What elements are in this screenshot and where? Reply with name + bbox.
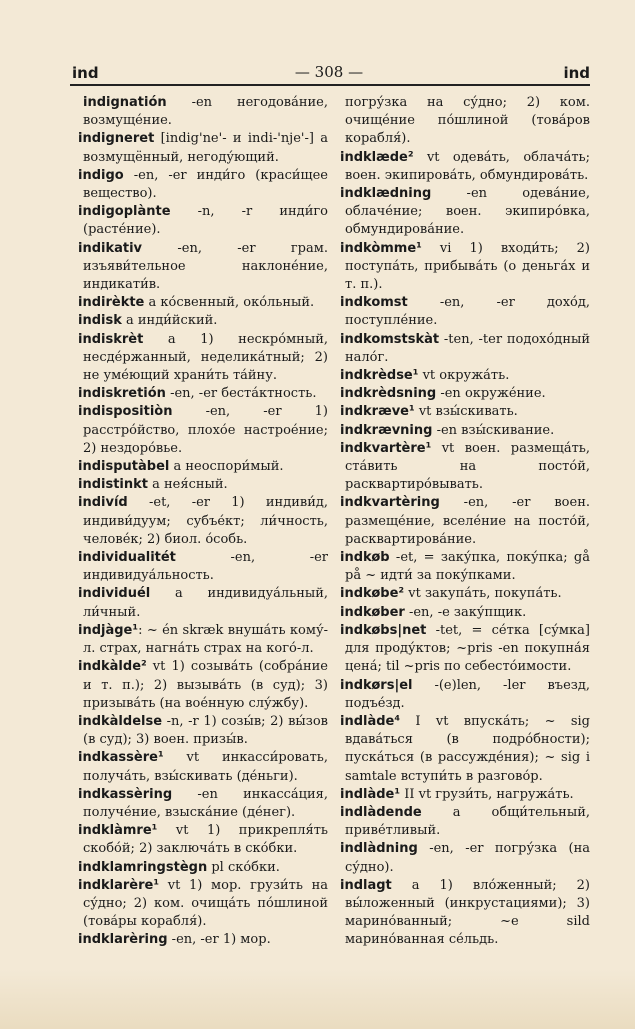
entry-headword: indisputàbel <box>78 459 170 475</box>
dictionary-entry <box>340 677 590 713</box>
dictionary-entry <box>340 331 590 367</box>
header-left-guide-word: ind <box>72 64 99 82</box>
entry-headword: indisk <box>78 313 122 329</box>
entry-headword: indkàldelse <box>78 713 163 729</box>
dictionary-entry <box>340 422 590 440</box>
dictionary-entry <box>78 658 328 713</box>
dictionary-entry <box>78 167 328 203</box>
dictionary-entry <box>340 403 590 421</box>
entry-headword: indkøbs|net <box>340 622 427 638</box>
page-bottom-shade <box>0 969 635 1029</box>
entry-headword: indjàge¹ <box>78 622 139 638</box>
dictionary-entry <box>78 130 328 166</box>
entry-definition: а неоспори́мый. <box>169 459 284 475</box>
dictionary-entry <box>78 749 328 785</box>
dictionary-entry <box>340 240 590 295</box>
entry-headword: individualitét <box>78 550 176 566</box>
dictionary-entry <box>78 859 328 877</box>
entry-headword: indkomst <box>340 295 408 311</box>
entry-headword: indkvartèring <box>340 495 440 511</box>
dictionary-entry <box>78 458 328 476</box>
dictionary-entry <box>78 877 328 932</box>
entry-definition: а инди́йский. <box>121 313 218 329</box>
entry-definition: : ~ én skræk внуша́ть кому́-л. страх, нагна́ть страх на кого́-л. <box>83 622 328 657</box>
entry-definition: -ten, -ter подохо́дный нало́г. <box>345 331 590 365</box>
entry-definition: а ко́свенный, око́льный. <box>144 295 315 311</box>
entry-definition: -en, -er беста́ктность. <box>165 386 317 402</box>
dictionary-entry <box>340 385 590 403</box>
entry-definition: vt 1) мор. грузи́ть на су́дно; 2) ком. очища́ть по́шлиной (това́ры корабля́). <box>83 877 328 930</box>
entry-definition: а 1) вло́женный; 2) вы́ложенный (инкрустациями); 3) марино́ванный; ~e sild марино́ванная се́льдь. <box>345 877 590 948</box>
entry-definition: vt воен. размеща́ть, ста́вить на посто́й, расквартиро́вывать. <box>345 440 590 493</box>
entry-headword: indklarère¹ <box>78 877 160 893</box>
entry-definition: -en, -er грам. изъяви́тельное наклоне́ние, индикати́в. <box>83 240 328 293</box>
entry-definition: -n, -r инди́го (расте́ние). <box>83 204 328 238</box>
dictionary-entry <box>78 94 328 130</box>
entry-headword: indlàdende <box>340 804 422 820</box>
entry-headword: indklamringstègn <box>78 859 208 875</box>
dictionary-entry <box>78 240 328 295</box>
entry-headword: indiskretión <box>78 386 166 402</box>
dictionary-entry <box>78 294 328 312</box>
entry-headword: indkòmme¹ <box>340 240 422 256</box>
dictionary-entry <box>78 403 328 458</box>
entry-definition: -en одева́ние, облаче́ние; воен. экипиро́вка, обмундирова́ние. <box>345 186 590 238</box>
entry-definition: -en взы́скивание. <box>432 422 555 438</box>
dictionary-entry <box>340 294 590 330</box>
entry-definition: а нея́сный. <box>148 477 228 493</box>
entry-definition: vt взы́скивать. <box>414 404 518 420</box>
entry-headword: indkassère¹ <box>78 750 164 766</box>
dictionary-entry <box>78 931 328 949</box>
entry-headword: indkøber <box>340 604 405 620</box>
entry-headword: indkrèdsning <box>340 386 437 402</box>
entry-headword: indklædning <box>340 186 432 202</box>
dictionary-entry <box>340 840 590 876</box>
entry-headword: indirèkte <box>78 295 145 311</box>
dictionary-entry <box>340 494 590 549</box>
entry-definition: [indig'ne'- и indi-'nje'-] а возмущённый, негоду́ющий. <box>83 131 328 165</box>
entry-definition: I vt впуска́ть; ~ sig вдава́ться (в подро́бности); пуска́ться (в рассужде́ния); ~ sig i samtale вступи́ть в разгово́р. <box>345 713 590 784</box>
left-column <box>78 94 328 950</box>
entry-headword: indkræve¹ <box>340 404 415 420</box>
entry-headword: indkàlde² <box>78 659 147 675</box>
dictionary-entry <box>340 149 590 185</box>
entry-definition: -n, -r 1) созы́в; 2) вы́зов (в суд); 3) воен. призы́в. <box>83 713 328 748</box>
entry-headword: indklæde² <box>340 149 414 165</box>
dictionary-entry <box>78 713 328 749</box>
dictionary-entry <box>340 549 590 585</box>
entry-definition: -et, -er 1) индиви́д, индиви́дуум; субъе́кт; ли́чность, челове́к; 2) биол. о́собь. <box>83 495 328 547</box>
entry-definition: vt окружа́ть. <box>418 368 510 384</box>
entry-definition: -en негодова́ние, возмуще́ние. <box>83 95 328 129</box>
entry-headword: indigneret <box>78 131 155 147</box>
dictionary-entry <box>340 585 590 603</box>
entry-headword: indikativ <box>78 240 143 256</box>
entry-definition: -en инкасса́ция, получе́ние, взыска́ние (де́нег). <box>83 786 328 820</box>
dictionary-entry <box>78 331 328 386</box>
dictionary-entry <box>78 822 328 858</box>
entry-definition: погру́зка на су́дно; 2) ком. очище́ние по́шлиной (това́ров корабля́). <box>345 95 590 147</box>
dictionary-entry <box>340 94 590 149</box>
entry-definition: vt 1) прикрепля́ть скобо́й; 2) заключа́ть в ско́бки. <box>83 823 328 857</box>
entry-definition: -en окруже́ние. <box>436 386 546 402</box>
dictionary-entry <box>340 185 590 240</box>
dictionary-entry <box>78 549 328 585</box>
dictionary-entry <box>78 476 328 494</box>
entry-definition: -en, -er погру́зка (на су́дно). <box>345 841 590 875</box>
entry-headword: indlàde⁴ <box>340 713 401 729</box>
dictionary-entry <box>340 786 590 804</box>
entry-definition: vt одева́ть, облача́ть; воен. экипирова́ть, обмундирова́ть. <box>345 149 590 183</box>
entry-definition: vt 1) созыва́ть (собра́ние и т. п.); 2) вызыва́ть (в суд); 3) призыва́ть (на вое́нную слу́жбу). <box>83 659 328 711</box>
entry-headword: indklarèring <box>78 932 168 948</box>
entry-definition: -(e)len, -ler въезд, подъе́зд. <box>345 677 590 711</box>
right-column <box>340 94 590 950</box>
dictionary-entry <box>78 312 328 330</box>
entry-definition: -et, = заку́пка, поку́пка; gå på ~ идти́ за поку́пками. <box>345 550 590 584</box>
dictionary-entry <box>78 622 328 658</box>
dictionary-entry <box>78 786 328 822</box>
entry-headword: indlàde¹ <box>340 786 401 802</box>
entry-headword: indlàdning <box>340 841 418 857</box>
header-rule <box>70 84 590 86</box>
entry-definition: vt инкасси́ровать, получа́ть, взы́скивать (де́ньги). <box>83 750 328 784</box>
entry-definition: а 1) нескро́мный, несде́ржанный, неделика́тный; 2) не уме́ющий храни́ть та́йну. <box>83 331 328 384</box>
entry-definition: -en, -er 1) расстро́йство, плохо́е настрое́ние; 2) нездоро́вье. <box>83 404 328 456</box>
dictionary-entry <box>340 440 590 495</box>
entry-headword: indkørs|el <box>340 677 413 693</box>
entry-definition: vt закупа́ть, покупа́ть. <box>404 586 562 602</box>
entry-definition: -tet, = се́тка [су́мка] для проду́ктов; ~pris -en покупна́я цена́; til ~pris по себесто́имости. <box>345 622 590 675</box>
header-right-guide-word: ind <box>563 64 590 82</box>
entry-headword: indkøbe² <box>340 586 405 602</box>
entry-headword: indkrèdse¹ <box>340 368 419 384</box>
entry-headword: indkøb <box>340 550 390 566</box>
entry-headword: indigoplànte <box>78 204 171 220</box>
entry-definition: II vt грузи́ть, нагружа́ть. <box>400 786 574 802</box>
page-header <box>68 60 590 84</box>
entry-definition: а индивидуа́льный, ли́чный. <box>83 586 328 620</box>
entry-headword: indivíd <box>78 495 128 511</box>
entry-headword: indkomstskàt <box>340 331 440 347</box>
dictionary-entry <box>78 203 328 239</box>
dictionary-entry <box>340 604 590 622</box>
entry-definition: -en, -er воен. размеще́ние, вселе́ние на посто́й, расквартирова́ние. <box>345 495 590 547</box>
entry-definition: а общи́тельный, приве́тливый. <box>345 804 590 839</box>
entry-headword: indkvartère¹ <box>340 440 432 456</box>
entry-definition: -en, -er инди́го (краси́щее вещество). <box>83 167 328 202</box>
entry-definition: -en, -er индивидуа́льность. <box>83 550 328 584</box>
entry-definition: vi 1) входи́ть; 2) поступа́ть, прибыва́ть (о деньга́х и т. п.). <box>345 240 590 293</box>
dictionary-entry <box>78 494 328 549</box>
entry-headword: indklàmre¹ <box>78 823 158 839</box>
entry-headword: indlagt <box>340 877 392 893</box>
entry-headword: indkrævning <box>340 422 433 438</box>
entry-headword: indkassèring <box>78 786 173 802</box>
dictionary-entry <box>340 713 590 786</box>
page-number: — 308 — <box>294 63 364 81</box>
dictionary-entry <box>78 585 328 621</box>
entry-headword: indignatión <box>83 95 167 110</box>
dictionary-entry <box>340 877 590 950</box>
entry-headword: indigo <box>78 167 124 183</box>
dictionary-entry <box>340 804 590 840</box>
entry-definition: -en, -e заку́пщик. <box>404 604 527 620</box>
dictionary-entry <box>340 622 590 677</box>
dictionary-entry <box>78 385 328 403</box>
entry-headword: indispositiòn <box>78 404 173 420</box>
entry-headword: indistinkt <box>78 477 148 493</box>
entry-headword: individuél <box>78 586 151 602</box>
entry-definition: -en, -er 1) мор. <box>167 932 271 948</box>
entry-headword: indiskrèt <box>78 331 144 347</box>
dictionary-entry <box>340 367 590 385</box>
entry-definition: -en, -er дохо́д, поступле́ние. <box>345 295 590 329</box>
entry-definition: pl ско́бки. <box>207 859 280 875</box>
